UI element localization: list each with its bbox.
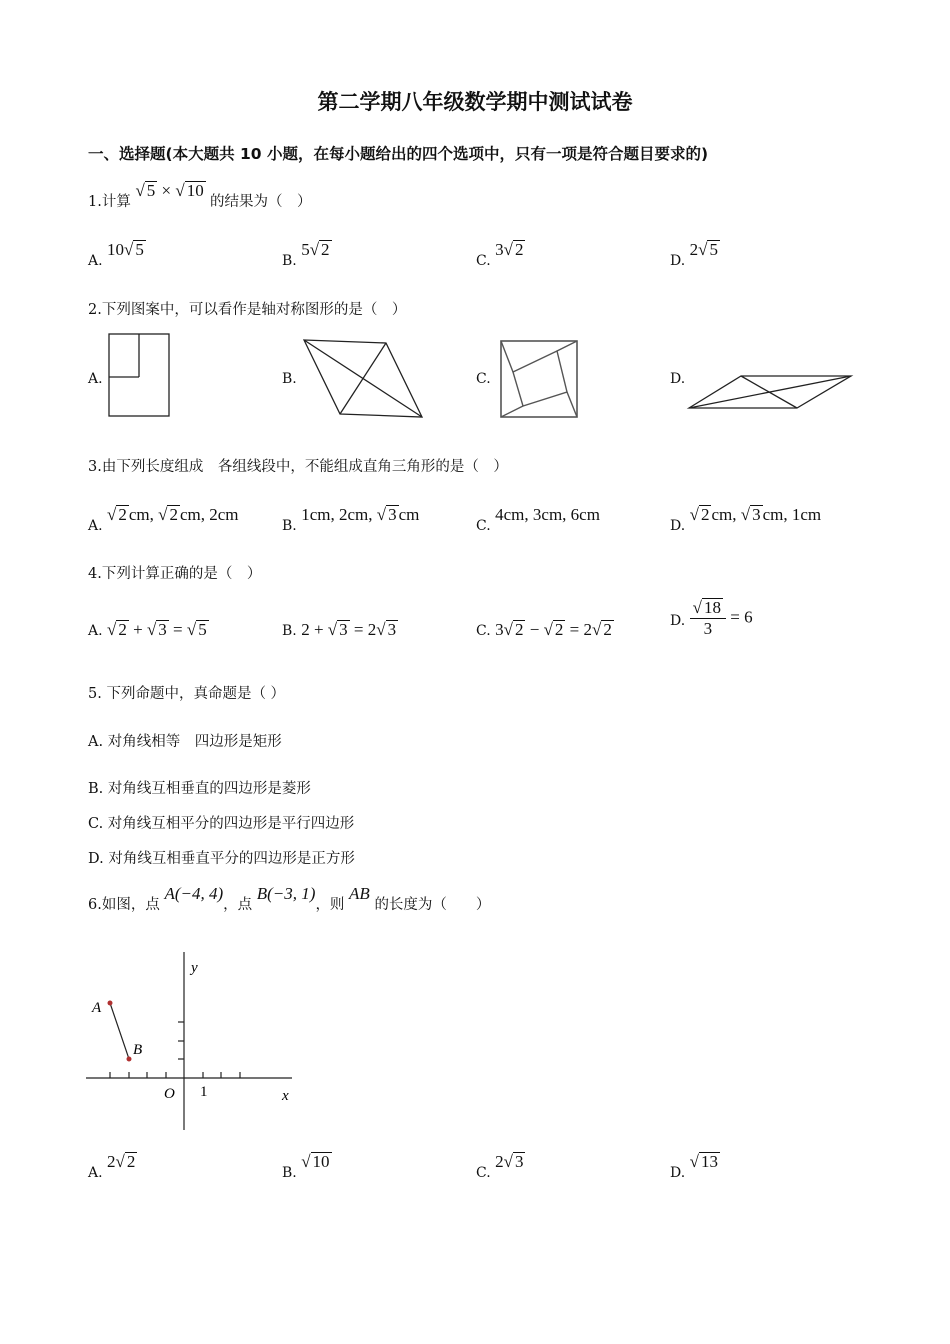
question-5: 5. 下列命题中，真命题是（ ） [88,686,286,702]
q6-segment: AB [349,884,370,903]
q1-option-d[interactable]: D. 2√ 5 [670,240,718,269]
q6-option-b[interactable]: B. √ 10 [282,1152,330,1181]
q6-prefix: 6.如图，点 [88,897,160,913]
q1-times: × [161,181,172,200]
q6-coordinate-figure [84,950,304,1135]
q4-option-d[interactable] [670,598,753,639]
option-coef: 2 [107,1152,116,1171]
label-a: A [92,1000,102,1016]
option-text: cm, [711,505,741,524]
q1-prefix: 1.计算 [88,194,131,210]
option-radicand: 2 [321,240,330,259]
q1-suffix: 的结果为（ ） [209,194,312,210]
q6-suffix: 的长度为（ ） [374,897,491,913]
option-label: B. [282,623,297,639]
option-radicand: 3 [514,1152,524,1171]
option-coef: 3 [495,240,504,259]
option-text: cm, 2cm [179,505,239,524]
q1-option-a[interactable]: A. 10√ 5 [88,240,144,269]
q1-radicand-a: 5 [146,181,156,200]
fraction-radicand: 18 [703,598,721,617]
option-operator: + [128,620,147,639]
option-label: A. [88,518,103,534]
q5-option-b[interactable]: B. 对角线互相垂直的四边形是菱形 [88,781,311,797]
option-radicand: 2 [603,620,612,639]
q5-option-d[interactable]: D. 对角线互相垂直平分的四边形是正方形 [88,851,355,867]
option-label: C. [476,1165,491,1181]
point-b-dot [127,1057,132,1062]
option-coef: 5 [301,240,310,259]
q5-option-a[interactable]: A. 对角线相等 四边形是矩形 [88,734,282,750]
option-radicand: 10 [312,1152,330,1171]
q6-sep: ，点 [223,897,253,913]
q4-fraction: $\frac{√ 18}{3}$ [690,598,726,639]
option-radicand: 5 [135,240,144,259]
option-text: cm [398,505,420,524]
q2-figure-d [685,370,855,415]
option-label: D. [670,518,686,534]
q3-option-a[interactable]: A. √ 2 cm, √ 2 cm, 2cm [88,505,239,534]
option-radicand: 2 [514,240,524,259]
option-radicand: 2 [169,505,178,524]
q6-sep: ，则 [315,897,345,913]
option-radicand: 3 [339,620,348,639]
q2-option-a-label[interactable]: A. [88,371,103,387]
q2-option-c-label[interactable]: C. [476,371,491,387]
option-radicand: 13 [700,1152,718,1171]
q4-option-b[interactable]: B. 2 + √ 3 = 2√ 3 [282,620,397,639]
option-radicand: 5 [709,240,718,259]
option-label: B. [282,253,297,269]
option-label: A. [88,1165,103,1181]
q2-figure-c [498,338,582,422]
q6-option-d[interactable]: D. √ 13 [670,1152,718,1181]
option-text: cm, 1cm [762,505,822,524]
option-radicand: 2 [554,620,564,639]
option-radicand: 3 [388,505,397,524]
q1-option-c[interactable]: C. 3√ 2 [476,240,524,269]
option-coef: 10 [107,240,125,259]
option-text: 1cm, 2cm, [301,505,377,524]
option-radicand: 2 [118,505,127,524]
fraction-denominator: 3 [703,619,713,638]
option-text: 2 + [301,620,328,639]
option-radicand: 5 [198,620,207,639]
question-2: 2.下列图案中，可以看作是轴对称图形的是（ ） [88,302,407,318]
option-radicand: 3 [387,620,397,639]
section-heading: 一、选择题(本大题共 10 小题，在每小题给出的四个选项中，只有一项是符合题目要求的) [88,145,709,163]
option-text: 3 [495,620,504,639]
x-ticks [110,1072,240,1078]
option-label: B. [282,518,297,534]
q4-option-c[interactable]: C. 3√ 2 − √ 2 = 2√ 2 [476,620,612,639]
q6-option-a[interactable]: A. 2√ 2 [88,1152,136,1181]
q1-expression: √ 5 × √ 10 [135,181,204,200]
option-radicand: 3 [752,505,761,524]
option-radicand: 2 [126,1152,136,1171]
q6-point-a: A(−4, 4) [164,884,224,903]
option-label: A. [88,253,103,269]
q3-option-c[interactable] [476,505,600,534]
point-a-dot [108,1001,113,1006]
option-radicand: 2 [514,620,524,639]
q6-point-b: B(−3, 1) [256,884,316,903]
question-1 [88,181,312,211]
q2-option-b-label[interactable]: B. [282,371,297,387]
option-operator: = 2 [565,620,592,639]
label-origin: O [164,1086,175,1102]
q2-option-d-label[interactable]: D. [670,371,686,387]
option-label: D. [670,253,686,269]
option-radicand: 2 [118,620,127,639]
y-ticks [178,1022,184,1059]
question-4: 4.下列计算正确的是（ ） [88,566,262,582]
q6-option-c[interactable]: C. 2√ 3 [476,1152,524,1181]
option-operator: = [168,620,187,639]
segment-ab [110,1003,129,1059]
q3-option-d[interactable]: D. √ 2 cm, √ 3 cm, 1cm [670,505,822,534]
page-title: 第二学期八年级数学期中测试试卷 [317,90,633,114]
option-label: D. [670,1165,686,1181]
option-coef: 2 [689,240,699,259]
q3-option-b[interactable]: B. 1cm, 2cm, √ 3 cm [282,505,420,534]
q4-option-a[interactable]: A. √ 2 + √ 3 = √ 5 [88,620,207,639]
option-label: D. [670,612,686,629]
option-label: C. [476,253,491,269]
q2-figure-b [300,335,430,420]
option-text: 4cm, 3cm, 6cm [495,505,600,524]
option-operator: = 2 [349,620,377,639]
option-label: C. [476,623,491,639]
option-text: cm, [128,505,159,524]
option-operator: − [525,620,544,639]
option-label: C. [476,518,491,534]
q1-option-b[interactable]: B. 5√ 2 [282,240,330,269]
label-b: B [133,1042,143,1058]
option-radicand: 2 [700,505,710,524]
q1-radicand-b: 10 [186,181,204,200]
option-radicand: 3 [158,620,167,639]
q2-figure-a [105,330,175,420]
option-operator: = 6 [725,607,753,627]
label-x: x [282,1088,289,1104]
option-label: B. [282,1165,297,1181]
question-6 [88,884,491,914]
question-3: 3.由下列长度组成 各组线段中，不能组成直角三角形的是（ ） [88,459,508,475]
label-one: 1 [200,1084,208,1100]
option-label: A. [88,623,103,639]
option-coef: 2 [495,1152,504,1171]
q5-option-c[interactable]: C. 对角线互相平分的四边形是平行四边形 [88,816,355,832]
label-y: y [191,960,198,976]
